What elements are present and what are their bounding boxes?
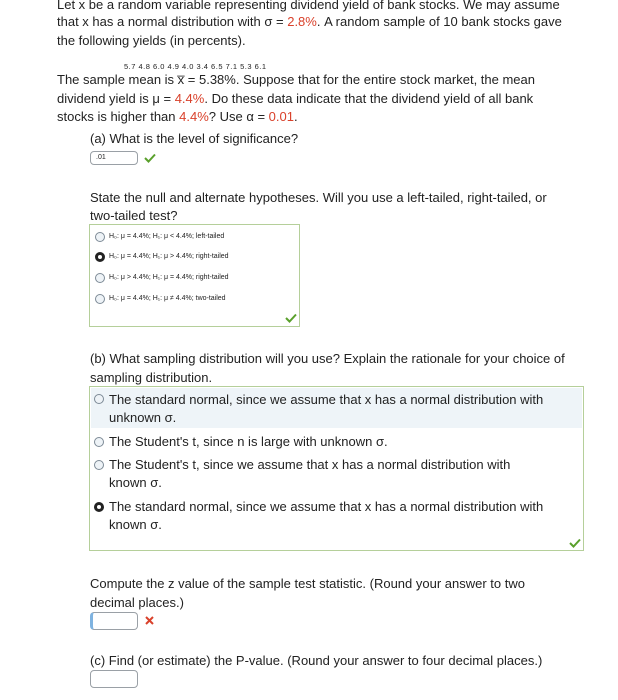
hypotheses-prompt-2: two-tailed test? bbox=[90, 208, 178, 223]
part-a-prompt: (a) What is the level of significance? bbox=[90, 131, 299, 146]
mu-value: 4.4% bbox=[174, 91, 205, 106]
significance-value: .01 bbox=[96, 154, 106, 161]
hypothesis-radio-1[interactable] bbox=[95, 232, 105, 242]
hypothesis-option-3[interactable]: H₀: μ > 4.4%; H₁: μ = 4.4%; right-tailed bbox=[109, 274, 229, 281]
distribution-option-1-cont: unknown σ. bbox=[109, 410, 177, 425]
p-value-input[interactable] bbox=[90, 670, 138, 688]
check-icon bbox=[569, 538, 581, 548]
intro-line-1: Let x be a random variable representing dividend yield of bank stocks. We may assume bbox=[57, 0, 560, 12]
part-b-prompt-1: (b) What sampling distribution will you use? Explain the rationale for your choice of bbox=[90, 351, 565, 366]
check-icon bbox=[144, 153, 156, 163]
cross-icon bbox=[145, 616, 154, 625]
hypothesis-option-4[interactable]: H₀: μ = 4.4%; H₁: μ ≠ 4.4%; two-tailed bbox=[109, 295, 226, 302]
distribution-panel bbox=[89, 386, 584, 551]
question-line-1: The sample mean is x̅ = 5.38%. Suppose that for the entire stock market, the mean bbox=[57, 72, 535, 87]
distribution-radio-3[interactable] bbox=[94, 460, 104, 470]
sigma-value: 2.8% bbox=[287, 14, 317, 29]
distribution-radio-1[interactable] bbox=[94, 394, 104, 404]
alpha-value: 0.01 bbox=[268, 109, 294, 124]
question-line-3: stocks is higher than 4.4%? Use α = 0.01. bbox=[57, 109, 298, 124]
distribution-option-4-cont: known σ. bbox=[109, 517, 162, 532]
part-c-prompt: (c) Find (or estimate) the P-value. (Round your answer to four decimal places.) bbox=[90, 653, 543, 668]
significance-input[interactable] bbox=[90, 151, 138, 165]
part-b-prompt-2: sampling distribution. bbox=[90, 370, 213, 385]
intro-line-2: that x has a normal distribution with σ = 2.8%. A random sample of 10 bank stocks gave bbox=[57, 14, 562, 29]
hypotheses-prompt-1: State the null and alternate hypotheses. Will you use a left-tailed, right-tailed, or bbox=[90, 190, 547, 205]
z-prompt-1: Compute the z value of the sample test statistic. (Round your answer to two bbox=[90, 576, 525, 591]
hypothesis-radio-4[interactable] bbox=[95, 294, 105, 304]
z-value-input[interactable] bbox=[90, 612, 138, 630]
check-icon bbox=[285, 313, 297, 323]
distribution-option-1[interactable]: The standard normal, since we assume that x has a normal distribution with bbox=[109, 392, 544, 407]
distribution-option-3[interactable]: The Student's t, since we assume that x has a normal distribution with bbox=[109, 457, 511, 472]
distribution-option-3-cont: known σ. bbox=[109, 475, 162, 490]
hypothesis-option-1[interactable]: H₀: μ = 4.4%; H₁: μ < 4.4%; left-tailed bbox=[109, 233, 225, 240]
mu-value-2: 4.4% bbox=[179, 109, 209, 124]
distribution-radio-4[interactable] bbox=[94, 502, 104, 512]
hypotheses-panel bbox=[89, 224, 300, 327]
distribution-radio-2[interactable] bbox=[94, 437, 104, 447]
question-line-2: dividend yield is μ = 4.4%. Do these data indicate that the dividend yield of all bank bbox=[57, 91, 534, 106]
data-values: 5.7 4.8 6.0 4.9 4.0 3.4 6.5 7.1 5.3 6.1 bbox=[124, 62, 267, 71]
hypothesis-radio-2[interactable] bbox=[95, 252, 105, 262]
distribution-option-4[interactable]: The standard normal, since we assume that x has a normal distribution with bbox=[109, 499, 544, 514]
intro-line-3: the following yields (in percents). bbox=[57, 33, 246, 48]
hypothesis-option-2[interactable]: H₀: μ = 4.4%; H₁: μ > 4.4%; right-tailed bbox=[109, 253, 229, 260]
hypothesis-radio-3[interactable] bbox=[95, 273, 105, 283]
z-prompt-2: decimal places.) bbox=[90, 595, 184, 610]
distribution-option-2[interactable]: The Student's t, since n is large with unknown σ. bbox=[109, 434, 388, 449]
